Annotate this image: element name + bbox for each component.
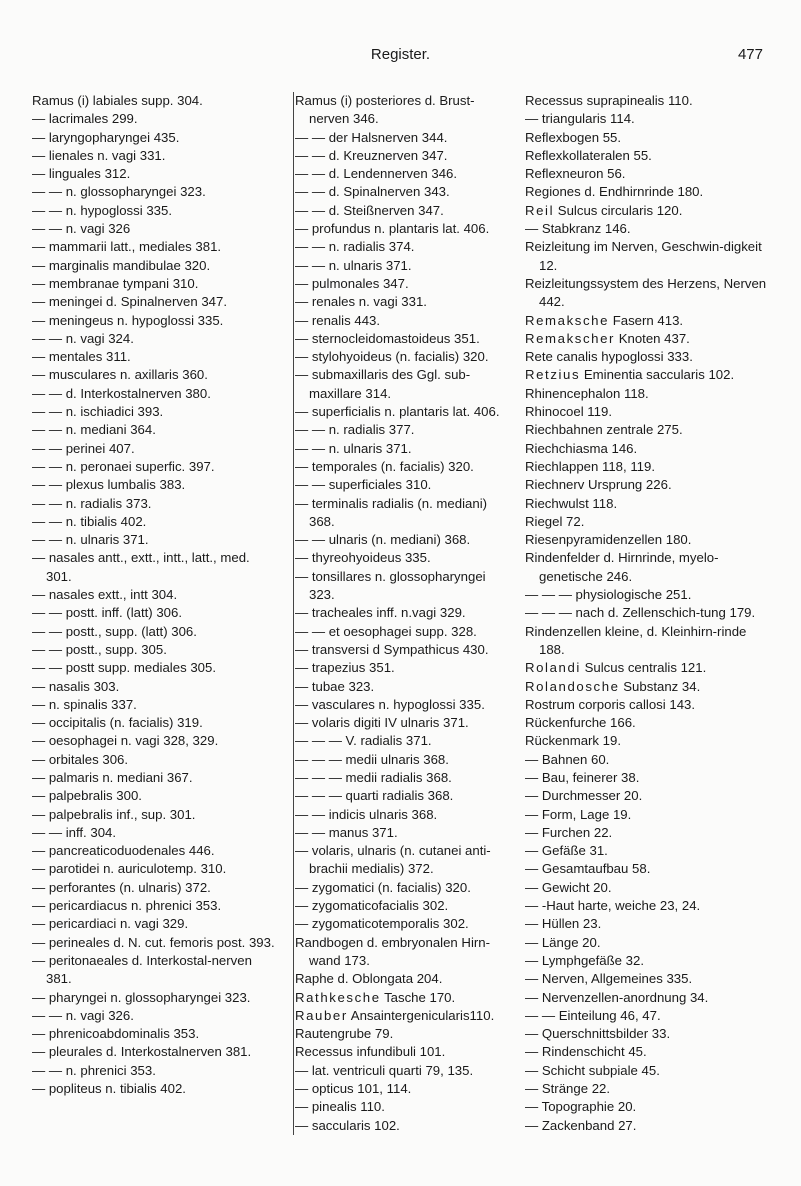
index-entry: Reflexkollateralen 55.	[525, 147, 652, 163]
index-entry: — — — medii radialis 368.	[295, 769, 452, 785]
index-entry: — — d. Spinalnerven 343.	[295, 184, 450, 200]
index-entry: — — — medii ulnaris 368.	[295, 751, 449, 767]
index-entry: — linguales 312.	[32, 166, 131, 182]
index-entry: — — n. vagi 326.	[32, 1007, 134, 1023]
index-entry: — — — quarti radialis 368.	[295, 788, 454, 804]
index-entry: — — n. ulnaris 371.	[32, 532, 149, 548]
index-entry: — profundus n. plantaris lat. 406.	[295, 221, 490, 237]
index-entry: — triangularis 114.	[525, 111, 635, 127]
index-entry: Ramus (i) posteriores d. Brust-nerven 346.	[295, 93, 475, 127]
index-entry: — perforantes (n. ulnaris) 372.	[32, 879, 211, 895]
index-entry: — meningei d. Spinalnerven 347.	[32, 294, 228, 310]
index-entry: — superficialis n. plantaris lat. 406.	[295, 404, 500, 420]
index-entry: — — postt., supp. 305.	[32, 641, 167, 657]
index-entry: — tonsillares n. glossopharyngei 323.	[295, 568, 486, 603]
index-entry: — — n. peronaei superfic. 397.	[32, 458, 215, 474]
index-entry: — Form, Lage 19.	[525, 806, 632, 822]
index-entry: Rauber Ansaintergenicularis110.	[295, 1007, 495, 1023]
index-entry: Rathkesche Tasche 170.	[295, 989, 456, 1005]
index-entry: — Zackenband 27.	[525, 1117, 637, 1133]
index-entry: — tracheales inff. n.vagi 329.	[295, 605, 466, 621]
index-entry: — transversi d Sympathicus 430.	[295, 641, 489, 657]
index-entry: — — n. ischiadici 393.	[32, 404, 164, 420]
index-column-left	[32, 92, 277, 1098]
index-column-right	[525, 92, 770, 1135]
index-entry: — — postt., supp. (latt) 306.	[32, 623, 197, 639]
page-number: 477	[737, 46, 763, 63]
index-entry: — pancreaticoduodenales 446.	[32, 843, 215, 859]
index-entry: — meningeus n. hypoglossi 335.	[32, 312, 224, 328]
index-entry: Riechbahnen zentrale 275.	[525, 422, 683, 438]
index-entry: Randbogen d. embryonalen Hirn-wand 173.	[295, 934, 490, 968]
index-entry: Rückenfurche 166.	[525, 715, 636, 731]
index-entry: Riechnerv Ursprung 226.	[525, 477, 672, 493]
index-entry: — palpebralis 300.	[32, 788, 142, 804]
index-entry: — Topographie 20.	[525, 1099, 637, 1115]
index-entry: — — n. hypoglossi 335.	[32, 202, 173, 218]
index-entry: — Hüllen 23.	[525, 916, 602, 932]
index-entry: — marginalis mandibulae 320.	[32, 257, 211, 273]
index-entry: Rückenmark 19.	[525, 733, 622, 749]
index-entry: — temporales (n. facialis) 320.	[295, 458, 474, 474]
index-entry: — zygomaticotemporalis 302.	[295, 916, 469, 932]
index-entry: — — d. Lendennerven 346.	[295, 166, 458, 182]
index-entry: — pinealis 110.	[295, 1099, 385, 1115]
index-column-middle	[293, 92, 513, 1135]
index-entry: Remakscher Knoten 437.	[525, 330, 690, 346]
index-entry: — Gewicht 20.	[525, 879, 612, 895]
index-entry: — tubae 323.	[295, 678, 375, 694]
index-entry: — perineales d. N. cut. femoris post. 393.	[32, 934, 275, 950]
index-entry: Recessus infundibuli 101.	[295, 1044, 446, 1060]
index-entry: — Durchmesser 20.	[525, 788, 643, 804]
index-entry: — thyreohyoideus 335.	[295, 550, 431, 566]
index-entry: — Querschnittsbilder 33.	[525, 1026, 671, 1042]
index-entry: — Bau, feinerer 38.	[525, 769, 640, 785]
index-entry: — terminalis radialis (n. mediani) 368.	[295, 495, 488, 529]
index-entry: — Gefäße 31.	[525, 843, 608, 859]
index-entry: — nasales antt., extt., intt., latt., med. 301.	[32, 550, 250, 584]
running-title: Register.	[370, 46, 431, 63]
index-entry: — pericardiacus n. phrenici 353.	[32, 898, 222, 914]
index-entry: — Bahnen 60.	[525, 751, 610, 767]
index-entry: — phrenicoabdominalis 353.	[32, 1026, 200, 1042]
index-entry: — sternocleidomastoideus 351.	[295, 330, 480, 346]
index-entry: Riechchiasma 146.	[525, 440, 638, 456]
index-entry: — — postt supp. mediales 305.	[32, 660, 216, 676]
index-entry: — Gesamtaufbau 58.	[525, 861, 651, 877]
index-entry: — — Einteilung 46, 47.	[525, 1007, 661, 1023]
index-entry: — — n. glossopharyngei 323.	[32, 184, 206, 200]
index-entry: — Stränge 22.	[525, 1081, 611, 1097]
index-entry: Rhinencephalon 118.	[525, 385, 649, 401]
index-entry: — membranae tympani 310.	[32, 275, 199, 291]
index-entry: — Länge 20.	[525, 934, 601, 950]
index-entry: — volaris, ulnaris (n. cutanei anti-brachii medialis) 372.	[295, 843, 491, 877]
index-entry: Rindenfelder d. Hirnrinde, myelo-genetische 246.	[525, 550, 719, 584]
index-entry: — — n. radialis 377.	[295, 422, 415, 438]
index-entry: — — plexus lumbalis 383.	[32, 477, 186, 493]
index-entry: Reizleitungssystem des Herzens, Nerven 442.	[525, 275, 767, 310]
index-entry: — orbitales 306.	[32, 751, 129, 767]
index-entry: Rete canalis hypoglossi 333.	[525, 349, 693, 365]
index-entry: — Stabkranz 146.	[525, 221, 631, 237]
index-entry: — — superficiales 310.	[295, 477, 432, 493]
index-entry: Reizleitung im Nerven, Geschwin-digkeit 12.	[525, 239, 762, 273]
index-entry: Reil Sulcus circularis 120.	[525, 202, 683, 218]
index-entry: — — n. ulnaris 371.	[295, 257, 412, 273]
index-entry: — lacrimales 299.	[32, 111, 138, 127]
index-entry: — — der Halsnerven 344.	[295, 129, 448, 145]
index-entry: — — n. mediani 364.	[32, 422, 156, 438]
index-entry: — — n. ulnaris 371.	[295, 440, 412, 456]
index-entry: — Rindenschicht 45.	[525, 1044, 647, 1060]
index-entry: — Furchen 22.	[525, 824, 613, 840]
index-entry: — — n. radialis 373.	[32, 495, 152, 511]
index-entry: — — n. radialis 374.	[295, 239, 415, 255]
index-entry: — musculares n. axillaris 360.	[32, 367, 208, 383]
index-entry: — — manus 371.	[295, 824, 398, 840]
index-entry: — palmaris n. mediani 367.	[32, 769, 193, 785]
index-entry: — pharyngei n. glossopharyngei 323.	[32, 989, 251, 1005]
index-entry: — — inff. 304.	[32, 824, 117, 840]
index-entry: Raphe d. Oblongata 204.	[295, 971, 443, 987]
index-entry: Rolandosche Substanz 34.	[525, 678, 701, 694]
index-entry: — — d. Interkostalnerven 380.	[32, 385, 211, 401]
index-entry: — oesophagei n. vagi 328, 329.	[32, 733, 219, 749]
index-entry: — lat. ventriculi quarti 79, 135.	[295, 1062, 474, 1078]
index-entry: — — d. Steißnerven 347.	[295, 202, 444, 218]
index-entry: — parotidei n. auriculotemp. 310.	[32, 861, 227, 877]
index-entry: — Schicht subpiale 45.	[525, 1062, 660, 1078]
index-entry: — n. spinalis 337.	[32, 696, 137, 712]
index-entry: — vasculares n. hypoglossi 335.	[295, 696, 485, 712]
index-entry: — Nerven, Allgemeines 335.	[525, 971, 693, 987]
index-entry: — — perinei 407.	[32, 440, 135, 456]
index-entry: — renalis 443.	[295, 312, 381, 328]
index-entry: Ramus (i) labiales supp. 304.	[32, 93, 203, 108]
index-entry: — popliteus n. tibialis 402.	[32, 1081, 186, 1097]
index-entry: — mentales 311.	[32, 349, 131, 365]
index-entry: Riegel 72.	[525, 513, 585, 529]
index-entry: Riechlappen 118, 119.	[525, 458, 656, 474]
index-entry: — — ulnaris (n. mediani) 368.	[295, 532, 471, 548]
index-entry: — palpebralis inf., sup. 301.	[32, 806, 196, 822]
index-entry: Riechwulst 118.	[525, 495, 618, 511]
index-entry: Rolandi Sulcus centralis 121.	[525, 660, 707, 676]
index-entry: — volaris digiti IV ulnaris 371.	[295, 715, 469, 731]
index-entry: — — n. vagi 326	[32, 221, 131, 237]
index-entry: — — postt. inff. (latt) 306.	[32, 605, 183, 621]
index-entry: — Lymphgefäße 32.	[525, 952, 644, 968]
index-entry: — nasales extt., intt 304.	[32, 587, 178, 603]
index-entry: — — — V. radialis 371.	[295, 733, 432, 749]
index-entry: — lienales n. vagi 331.	[32, 147, 166, 163]
index-entry: — peritonaeales d. Interkostal-nerven 381.	[32, 952, 252, 987]
index-entry: — — et oesophagei supp. 328.	[295, 623, 477, 639]
index-entry: — occipitalis (n. facialis) 319.	[32, 715, 203, 731]
index-entry: — mammarii latt., mediales 381.	[32, 239, 222, 255]
index-entry: — zygomatici (n. facialis) 320.	[295, 879, 471, 895]
index-entry: Rautengrube 79.	[295, 1026, 394, 1042]
index-entry: — — n. vagi 324.	[32, 330, 134, 346]
index-entry: — — indicis ulnaris 368.	[295, 806, 438, 822]
index-entry: — Nervenzellen-anordnung 34.	[525, 989, 709, 1005]
index-entry: Reflexbogen 55.	[525, 129, 622, 145]
index-entry: — submaxillaris des Ggl. sub-maxillare 314.	[295, 367, 471, 401]
index-entry: Riesenpyramidenzellen 180.	[525, 532, 692, 548]
index-entry: — pulmonales 347.	[295, 275, 409, 291]
index-entry: — pleurales d. Interkostalnerven 381.	[32, 1044, 252, 1060]
index-entry: — saccularis 102.	[295, 1117, 400, 1133]
index-entry: — laryngopharyngei 435.	[32, 129, 180, 145]
index-entry: — -Haut harte, weiche 23, 24.	[525, 898, 701, 914]
index-entry: — stylohyoideus (n. facialis) 320.	[295, 349, 489, 365]
index-entry: — opticus 101, 114.	[295, 1081, 412, 1097]
index-entry: Retzius Eminentia saccularis 102.	[525, 367, 735, 383]
index-entry: Rindenzellen kleine, d. Kleinhirn-rinde 188.	[525, 623, 747, 657]
index-entry: — zygomaticofacialis 302.	[295, 898, 449, 914]
index-entry: Recessus suprapinealis 110.	[525, 93, 693, 108]
page-header	[0, 46, 801, 66]
index-entry: Remaksche Fasern 413.	[525, 312, 684, 328]
index-entry: — — n. phrenici 353.	[32, 1062, 156, 1078]
index-entry: — — — nach d. Zellenschich-tung 179.	[525, 605, 756, 621]
index-entry: — trapezius 351.	[295, 660, 395, 676]
index-entry: — renales n. vagi 331.	[295, 294, 427, 310]
index-entry: Reflexneuron 56.	[525, 166, 626, 182]
index-entry: — — n. tibialis 402.	[32, 513, 147, 529]
index-entry: Regiones d. Endhirnrinde 180.	[525, 184, 704, 200]
index-entry: — nasalis 303.	[32, 678, 120, 694]
index-entry: — — — physiologische 251.	[525, 587, 692, 603]
index-entry: Rhinocoel 119.	[525, 404, 612, 420]
index-entry: — — d. Kreuznerven 347.	[295, 147, 448, 163]
index-entry: — pericardiaci n. vagi 329.	[32, 916, 189, 932]
index-entry: Rostrum corporis callosi 143.	[525, 696, 696, 712]
